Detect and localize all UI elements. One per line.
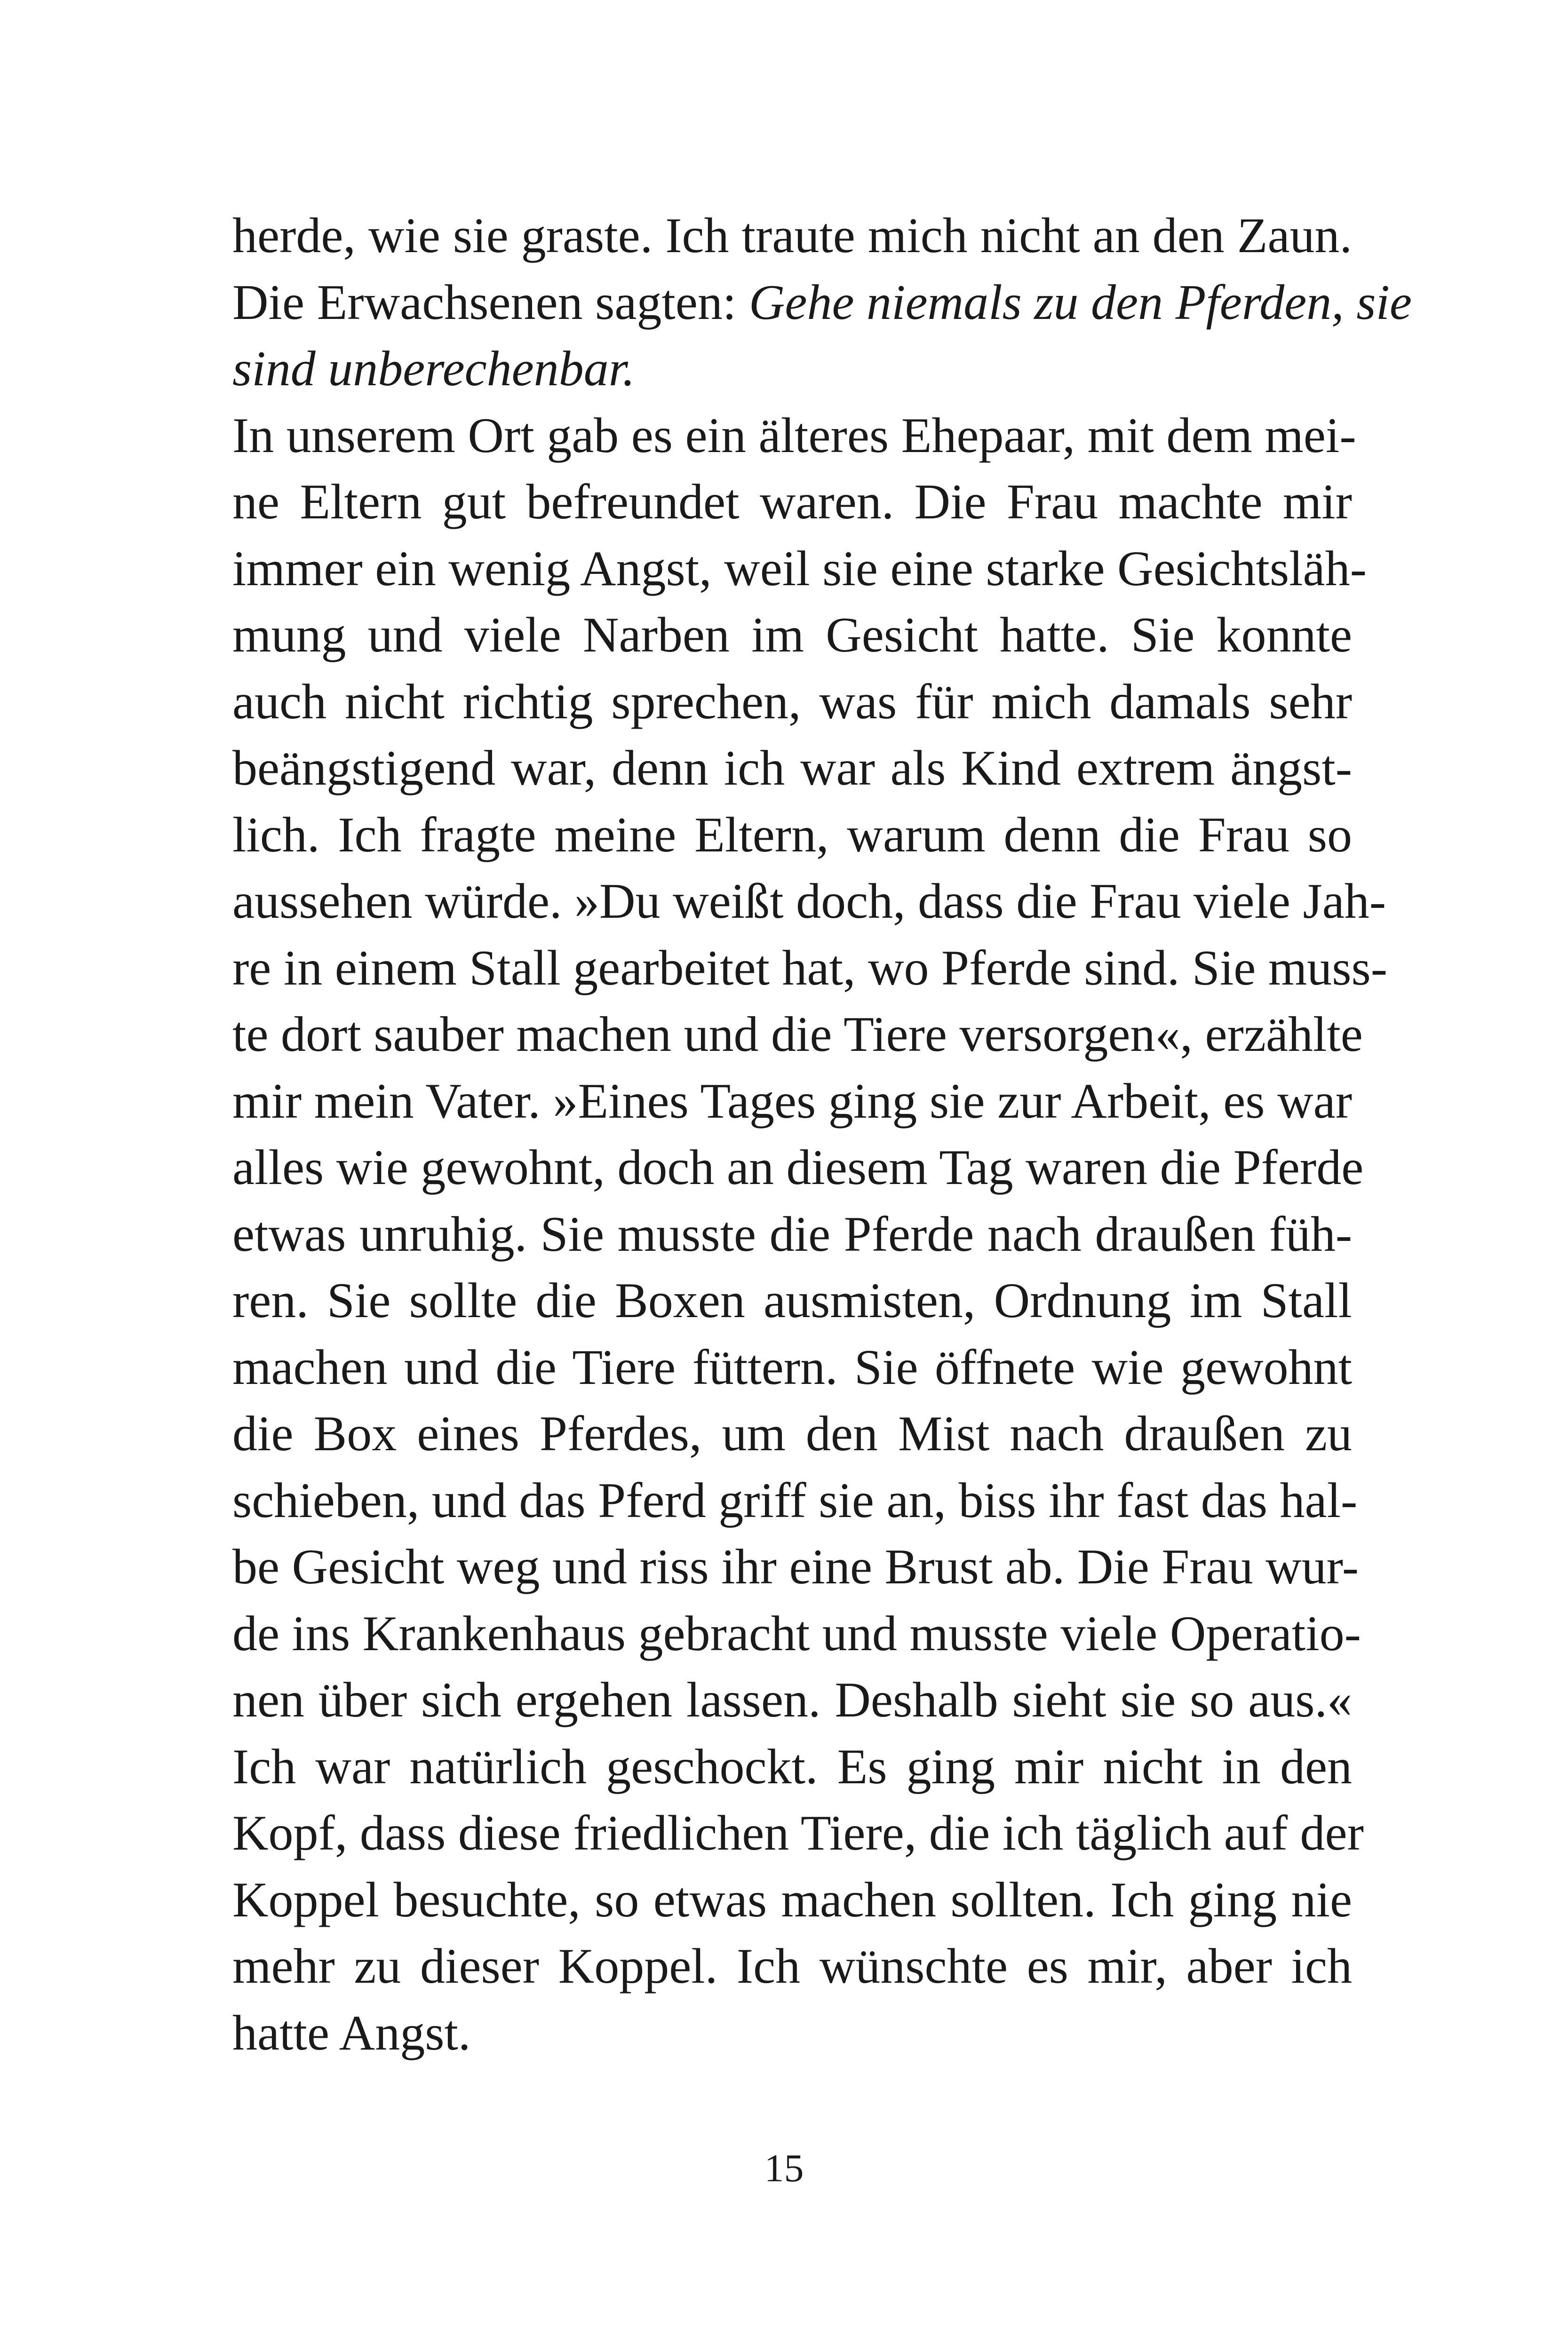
italic-word: niemals: [867, 274, 1022, 330]
text-line: [232, 202, 1352, 269]
italic-word: zu: [1034, 274, 1079, 330]
text-line-roman: mung und viele Narben im Gesicht hatte. Sie konnte: [232, 607, 1352, 662]
text-line: [232, 935, 1388, 1001]
text-line: [232, 1667, 1352, 1733]
word: sagten:: [595, 274, 737, 330]
text-line-roman: lich. Ich fragte meine Eltern, warum denn die Frau so: [232, 807, 1352, 862]
text-line: [232, 1800, 1364, 1867]
text-line-roman: schieben, und das Pferd griff sie an, biss ihr fast das hal-: [232, 1472, 1358, 1528]
italic-word: sie: [1356, 274, 1412, 330]
italic-word: Gehe: [748, 274, 854, 330]
text-line-roman: re in einem Stall gearbeitet hat, wo Pferde sind. Sie muss-: [232, 940, 1388, 995]
text-line-roman: Koppel besuchte, so etwas machen sollten. Ich ging nie: [232, 1872, 1352, 1927]
text-line: [232, 802, 1352, 868]
text-line-roman: mehr zu dieser Koppel. Ich wünschte es mir, aber ich: [232, 1939, 1352, 1994]
word: Erwachsenen: [317, 274, 583, 330]
text-line: [232, 1068, 1352, 1135]
text-line-roman: ne Eltern gut befreundet waren. Die Frau machte mir: [232, 474, 1352, 529]
text-line-italic: sind unberechenbar.: [232, 341, 635, 396]
text-line: [232, 535, 1367, 602]
text-line-roman: In unserem Ort gab es ein älteres Ehepaar, mit dem mei-: [232, 407, 1356, 463]
text-line-roman: beängstigend war, denn ich war als Kind extrem ängst-: [232, 740, 1352, 795]
text-line: [232, 602, 1352, 668]
text-line-roman: aussehen würde. »Du weißt doch, dass die Frau viele Jah-: [232, 874, 1386, 929]
text-line-roman: immer ein wenig Angst, weil sie eine starke Gesichtsläh-: [232, 540, 1367, 596]
text-line: [232, 2000, 1352, 2066]
text-line: [232, 1467, 1358, 1534]
text-line: [232, 1134, 1364, 1201]
text-line: [232, 868, 1386, 935]
text-line-roman: mir mein Vater. »Eines Tages ging sie zur Arbeit, es war: [232, 1073, 1352, 1128]
text-line: [232, 1600, 1361, 1667]
text-line: [232, 668, 1352, 735]
text-line: [232, 1534, 1359, 1600]
text-line: [232, 1933, 1352, 2000]
text-line-roman: te dort sauber machen und die Tiere versorgen«, erzählte: [232, 1007, 1363, 1062]
text-line: [232, 1267, 1352, 1334]
text-line: [232, 1867, 1352, 1933]
text-line-roman: de ins Krankenhaus gebracht und musste viele Operatio-: [232, 1605, 1361, 1661]
text-line: [232, 1733, 1352, 1800]
text-line-roman: ren. Sie sollte die Boxen ausmisten, Ordnung im Stall: [232, 1273, 1352, 1328]
text-line-roman: be Gesicht weg und riss ihr eine Brust ab. Die Frau wur-: [232, 1539, 1359, 1594]
text-line: [232, 469, 1352, 535]
text-line-roman: alles wie gewohnt, doch an diesem Tag waren die Pferde: [232, 1140, 1364, 1195]
text-line: [232, 1400, 1352, 1467]
text-line-roman: nen über sich ergehen lassen. Deshalb sieht sie so aus.«: [232, 1672, 1352, 1727]
text-line-roman: hatte Angst.: [232, 2005, 471, 2060]
text-line: [232, 1001, 1363, 1068]
text-line: [232, 335, 1352, 402]
text-line: [232, 735, 1352, 802]
text-line: [232, 269, 1412, 336]
text-line: [232, 402, 1356, 469]
text-line-roman: auch nicht richtig sprechen, was für mich damals sehr: [232, 674, 1352, 729]
text-line: [232, 1334, 1352, 1401]
italic-word: den: [1091, 274, 1163, 330]
text-line-roman: machen und die Tiere füttern. Sie öffnete wie gewohnt: [232, 1339, 1352, 1395]
text-line: [232, 1201, 1352, 1268]
italic-word: Pferden,: [1175, 274, 1344, 330]
text-line-roman: etwas unruhig. Sie musste die Pferde nach draußen füh-: [232, 1206, 1352, 1262]
text-line-roman: Ich war natürlich geschockt. Es ging mir nicht in den: [232, 1739, 1352, 1794]
text-line-roman: die Box eines Pferdes, um den Mist nach draußen zu: [232, 1406, 1352, 1461]
text-line-roman: herde, wie sie graste. Ich traute mich nicht an den Zaun.: [232, 208, 1352, 263]
body-text: [232, 202, 1412, 2066]
text-line-roman: Kopf, dass diese friedlichen Tiere, die ich täglich auf der: [232, 1805, 1364, 1860]
page-number: 15: [764, 2146, 804, 2190]
word: Die: [232, 274, 305, 330]
